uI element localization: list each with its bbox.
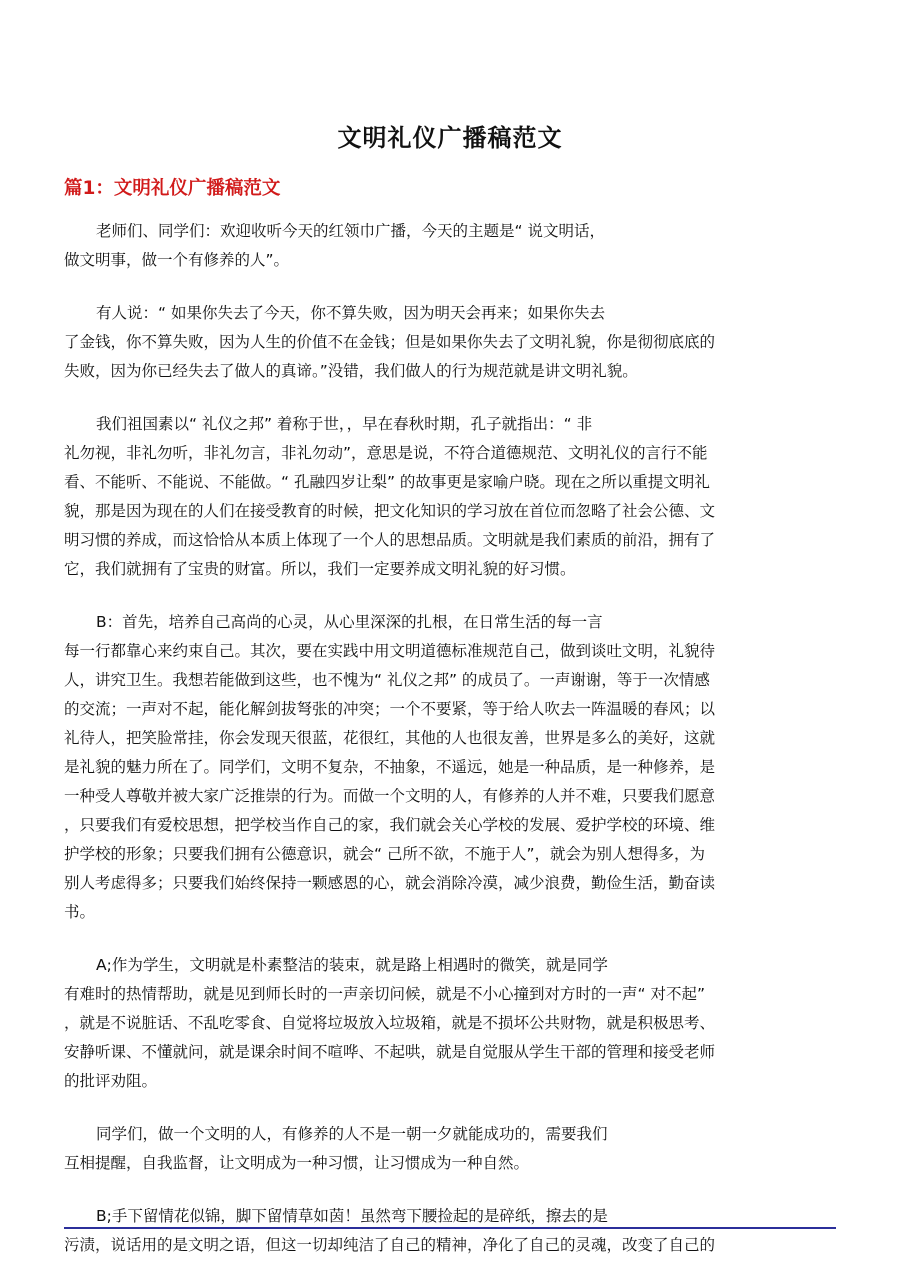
paragraph-line: 别人考虑得多；只要我们始终保持一颗感恩的心，就会消除冷漠，减少浪费，勤俭生活，勤奋读 xyxy=(64,874,716,892)
paragraph-line: A;作为学生，文明就是朴素整洁的装束，就是路上相遇时的微笑，就是同学 xyxy=(96,956,608,974)
paragraph-line: 同学们，做一个文明的人，有修养的人不是一朝一夕就能成功的，需要我们 xyxy=(96,1125,608,1143)
paragraph-line: 有难时的热情帮助，就是见到师长时的一声亲切问候，就是不小心撞到对方时的一声“ 对不起” xyxy=(64,985,705,1003)
paragraph-line: 礼勿视，非礼勿听，非礼勿言，非礼勿动”，意思是说，不符合道德规范、文明礼仪的言行不能 xyxy=(64,444,708,462)
footer-rule xyxy=(64,1227,836,1229)
paragraph-line: 书。 xyxy=(64,903,96,921)
paragraph-line: 貌，那是因为现在的人们在接受教育的时候，把文化知识的学习放在首位而忽略了社会公德、文 xyxy=(64,502,716,520)
paragraph xyxy=(64,951,836,1096)
paragraph-line: ，就是不说脏话、不乱吃零食、自觉将垃圾放入垃圾箱，就是不损坏公共财物，就是积极思考、 xyxy=(64,1014,716,1032)
paragraph-line: 一种受人尊敬并被大家广泛推崇的行为。而做一个文明的人，有修养的人并不难，只要我们愿意 xyxy=(64,787,716,805)
paragraph xyxy=(64,217,836,275)
paragraph-line: 护学校的形象；只要我们拥有公德意识，就会“ 己所不欲，不施于人”，就会为别人想得多，为 xyxy=(64,845,705,863)
paragraph-line: 明习惯的养成，而这恰恰从本质上体现了一个人的思想品质。文明就是我们素质的前沿，拥有了 xyxy=(64,531,716,549)
document-body xyxy=(64,217,836,1284)
paragraph xyxy=(64,1202,836,1260)
paragraph-line: 做文明事，做一个有修养的人”。 xyxy=(64,251,290,269)
paragraph xyxy=(64,410,836,584)
paragraph-line: 每一行都靠心来约束自己。其次，要在实践中用文明道德标准规范自己，做到谈吐文明，礼貌待 xyxy=(64,642,716,660)
paragraph-line: 的批评劝阻。 xyxy=(64,1072,158,1090)
paragraph-line: 老师们、同学们：欢迎收听今天的红领巾广播，今天的主题是“ 说文明话， xyxy=(96,222,605,240)
document-title: 文明礼仪广播稿范文 xyxy=(337,124,563,152)
paragraph xyxy=(64,608,836,927)
paragraph-line: 失败，因为你已经失去了做人的真谛。”没错，我们做人的行为规范就是讲文明礼貌。 xyxy=(64,362,638,380)
paragraph-line: 礼待人，把笑脸常挂，你会发现天很蓝，花很红，其他的人也很友善，世界是多么的美好，这就 xyxy=(64,729,716,747)
paragraph-line: 的交流；一声对不起，能化解剑拔弩张的冲突；一个不要紧，等于给人吹去一阵温暖的春风；以 xyxy=(64,700,716,718)
section-heading: 篇1：文明礼仪广播稿范文 xyxy=(64,178,281,199)
paragraph-line: 安静听课、不懂就问，就是课余时间不喧哗、不起哄，就是自觉服从学生干部的管理和接受老师 xyxy=(64,1043,716,1061)
paragraph-line: 污渍，说话用的是文明之语，但这一切却纯洁了自己的精神，净化了自己的灵魂，改变了自己的 xyxy=(64,1236,716,1254)
paragraph xyxy=(64,299,836,386)
paragraph-line: ，只要我们有爱校思想，把学校当作自己的家，我们就会关心学校的发展、爱护学校的环境、维 xyxy=(64,816,716,834)
paragraph-line: 看、不能听、不能说、不能做。“ 孔融四岁让梨” 的故事更是家喻户晓。现在之所以重提文明礼 xyxy=(64,473,710,491)
paragraph-line: 有人说：“ 如果你失去了今天，你不算失败，因为明天会再来；如果你失去 xyxy=(96,304,605,322)
paragraph-line: 我们祖国素以“ 礼仪之邦” 着称于世，，早在春秋时期，孔子就指出：“ 非 xyxy=(96,415,593,433)
paragraph-line: B;手下留情花似锦，脚下留情草如茵！虽然弯下腰捡起的是碎纸，擦去的是 xyxy=(96,1207,608,1225)
paragraph-line: B：首先，培养自己高尚的心灵，从心里深深的扎根，在日常生活的每一言 xyxy=(96,613,603,631)
paragraph-line: 了金钱，你不算失败，因为人生的价值不在金钱；但是如果你失去了文明礼貌，你是彻彻底底的 xyxy=(64,333,716,351)
paragraph-line: 人，讲究卫生。我想若能做到这些，也不愧为“ 礼仪之邦” 的成员了。一声谢谢，等于一次情感 xyxy=(64,671,710,689)
paragraph-line: 是礼貌的魅力所在了。同学们，文明不复杂，不抽象，不遥远，她是一种品质，是一种修养，是 xyxy=(64,758,716,776)
paragraph-line: 互相提醒，自我监督，让文明成为一种习惯，让习惯成为一种自然。 xyxy=(64,1154,530,1172)
paragraph-line: 它，我们就拥有了宝贵的财富。所以，我们一定要养成文明礼貌的好习惯。 xyxy=(64,560,576,578)
paragraph xyxy=(64,1120,836,1178)
